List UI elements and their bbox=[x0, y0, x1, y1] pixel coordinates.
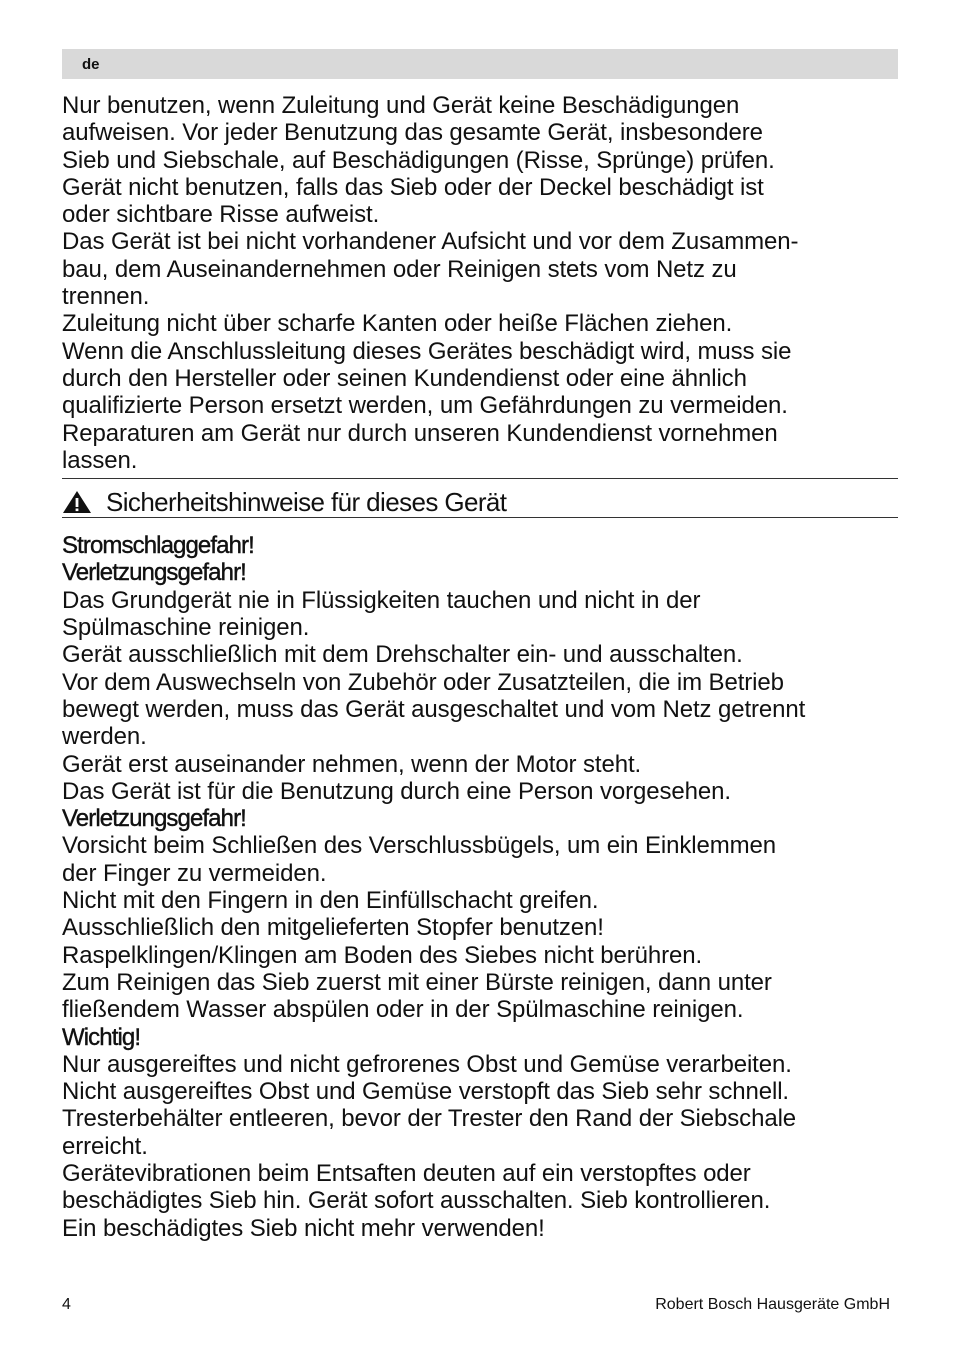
intro-line: oder sichtbare Risse aufweist. bbox=[62, 201, 380, 229]
instruction-line: bewegt werden, muss das Gerät ausgeschaltet und vom Netz getrennt bbox=[62, 695, 806, 723]
intro-text-block bbox=[62, 92, 898, 474]
intro-line: durch den Hersteller oder seinen Kundendienst oder eine ähnlich bbox=[62, 364, 747, 392]
warning-heading: Wichtig! bbox=[62, 1023, 141, 1051]
page-number: 4 bbox=[62, 1296, 71, 1313]
instruction-line: erreicht. bbox=[62, 1132, 148, 1160]
intro-line: Das Gerät ist bei nicht vorhandener Aufsicht und vor dem Zusammen- bbox=[62, 228, 799, 256]
instruction-line: Gerätevibrationen beim Entsaften deuten auf ein verstopftes oder bbox=[62, 1159, 751, 1187]
instruction-line: Vorsicht beim Schließen des Verschlussbügels, um ein Einklemmen bbox=[62, 832, 777, 860]
warning-heading: Verletzungsgefahr! bbox=[62, 559, 246, 587]
warning-heading: Verletzungsgefahr! bbox=[62, 805, 246, 833]
language-header-bar bbox=[62, 49, 898, 79]
intro-line: Zuleitung nicht über scharfe Kanten oder heiße Flächen ziehen. bbox=[62, 310, 733, 338]
instruction-line: beschädigtes Sieb hin. Gerät sofort ausschalten. Sieb kontrollieren. bbox=[62, 1187, 771, 1215]
instruction-line: Nur ausgereiftes und nicht gefrorenes Obst und Gemüse verarbeiten. bbox=[62, 1050, 792, 1078]
intro-line: Gerät nicht benutzen, falls das Sieb oder der Deckel beschädigt ist bbox=[62, 173, 764, 201]
instruction-line: Tresterbehälter entleeren, bevor der Trester den Rand der Siebschale bbox=[62, 1105, 797, 1133]
instruction-line: fließendem Wasser abspülen oder in der Spülmaschine reinigen. bbox=[62, 996, 744, 1024]
safety-instructions bbox=[62, 532, 898, 1242]
intro-line: bau, dem Auseinandernehmen oder Reinigen stets vom Netz zu bbox=[62, 255, 737, 283]
intro-line: Sieb und Siebschale, auf Beschädigungen (Risse, Sprünge) prüfen. bbox=[62, 146, 775, 174]
intro-line: aufweisen. Vor jeder Benutzung das gesamte Gerät, insbesondere bbox=[62, 119, 763, 147]
intro-line: Nur benutzen, wenn Zuleitung und Gerät keine Beschädigungen bbox=[62, 92, 740, 119]
section-title: Sicherheitshinweise für dieses Gerät bbox=[106, 487, 507, 518]
instruction-line: Das Gerät ist für die Benutzung durch eine Person vorgesehen. bbox=[62, 777, 731, 805]
instruction-line: Zum Reinigen das Sieb zuerst mit einer Bürste reinigen, dann unter bbox=[62, 968, 772, 996]
instruction-line: Vor dem Auswechseln von Zubehör oder Zusatzteilen, die im Betrieb bbox=[62, 668, 784, 696]
language-code: de bbox=[82, 56, 100, 73]
intro-line: trennen. bbox=[62, 283, 150, 311]
section-heading bbox=[62, 479, 898, 518]
instruction-line: der Finger zu vermeiden. bbox=[62, 859, 327, 887]
instruction-line: Nicht mit den Fingern in den Einfüllschacht greifen. bbox=[62, 887, 599, 915]
instruction-line: Nicht ausgereiftes Obst und Gemüse verstopft das Sieb sehr schnell. bbox=[62, 1078, 789, 1106]
instruction-line: Raspelklingen/Klingen am Boden des Siebes nicht berühren. bbox=[62, 941, 703, 969]
intro-line: lassen. bbox=[62, 446, 138, 474]
instruction-line: Gerät erst auseinander nehmen, wenn der Motor steht. bbox=[62, 750, 642, 778]
instruction-line: Ausschließlich den mitgelieferten Stopfer benutzen! bbox=[62, 914, 604, 942]
instruction-line: Das Grundgerät nie in Flüssigkeiten tauchen und nicht in der bbox=[62, 586, 701, 614]
intro-line: Wenn die Anschlussleitung dieses Gerätes beschädigt wird, muss sie bbox=[62, 337, 792, 365]
instruction-line: Gerät ausschließlich mit dem Drehschalter ein- und ausschalten. bbox=[62, 641, 743, 669]
manual-page bbox=[62, 49, 898, 1242]
instruction-line: Spülmaschine reinigen. bbox=[62, 614, 310, 642]
intro-line: Reparaturen am Gerät nur durch unseren Kundendienst vornehmen bbox=[62, 419, 778, 447]
instruction-line: Ein beschädigtes Sieb nicht mehr verwenden! bbox=[62, 1214, 545, 1242]
intro-line: qualifizierte Person ersetzt werden, um Gefährdungen zu vermeiden. bbox=[62, 392, 788, 420]
warning-triangle-icon bbox=[62, 490, 92, 514]
instruction-line: werden. bbox=[62, 723, 147, 751]
warning-heading: Stromschlaggefahr! bbox=[62, 532, 254, 560]
footer-company: Robert Bosch Hausgeräte GmbH bbox=[655, 1296, 890, 1313]
